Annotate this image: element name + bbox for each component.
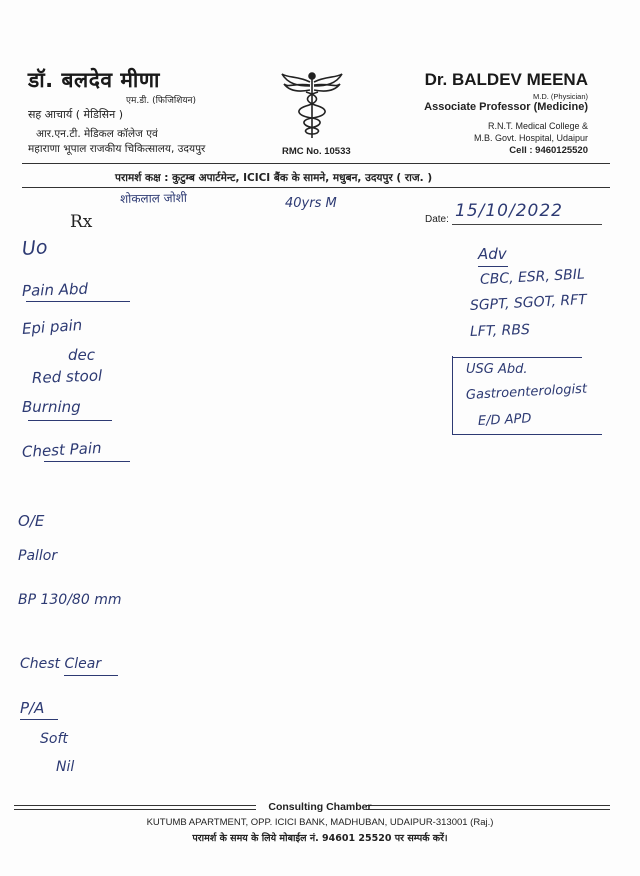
caduceus-icon — [280, 70, 344, 142]
footer-phone-note: परामर्श के समय के लिये मोबाईल नं. 94601 25520 पर सम्पर्क करें। — [192, 833, 448, 844]
investigation-line: LFT, RBS — [469, 321, 531, 340]
complaint-item: Red stool — [31, 366, 103, 387]
complaint-item: Burning — [22, 398, 81, 416]
rmc-number: RMC No. 10533 — [282, 146, 351, 157]
underline — [44, 461, 130, 462]
advice-line: Gastroenterologist — [465, 381, 588, 403]
investigation-heading: Adv — [478, 245, 507, 263]
doctor-role-english: Associate Professor (Medicine) — [424, 101, 588, 113]
doctor-cell-number: Cell : 9460125520 — [509, 145, 588, 156]
complaint-item: Uo — [21, 236, 49, 260]
footer-address: KUTUMB APARTMENT, OPP. ICICI BANK, MADHUBAN, UDAIPUR-313001 (Raj.) — [146, 817, 494, 828]
consulting-room-address: परामर्श कक्ष : कुटुम्ब अपार्टमेन्ट, ICICI बैंक के सामने, मधुबन, उदयपुर ( राज. ) — [115, 172, 433, 184]
complaint-item: Chest Pain — [21, 438, 102, 461]
vital-item: Chest Clear — [20, 656, 102, 672]
date-label: Date: — [425, 214, 449, 225]
complaint-item: Pain Abd — [21, 279, 89, 300]
doctor-role-hindi: सह आचार्य ( मेडिसिन ) — [28, 108, 124, 121]
institution-line1-english: R.N.T. Medical College & — [487, 121, 588, 131]
vital-item: BP 130/80 mm — [18, 592, 122, 608]
patient-age-sex: 40yrs M — [285, 196, 337, 211]
institution-line1-hindi: आर.एन.टी. मेडिकल कॉलेज एवं — [36, 128, 158, 140]
vital-item: Soft — [40, 731, 68, 747]
underline — [478, 266, 508, 267]
date-line — [452, 224, 602, 225]
complaint-item: dec — [68, 346, 95, 364]
advice-bottom-line — [452, 434, 602, 435]
advice-line: E/D APD — [477, 411, 532, 429]
investigation-line: CBC, ESR, SBIL — [479, 266, 586, 288]
patient-name: शोकलाल जोशी — [119, 190, 188, 206]
doctor-degree-english: M.D. (Physician) — [532, 92, 588, 101]
advice-bracket — [452, 356, 453, 434]
prescription-date: 15/10/2022 — [455, 201, 563, 221]
doctor-name-hindi: डॉ. बलदेव मीणा — [28, 68, 160, 92]
header-divider-top — [22, 163, 610, 164]
underline — [26, 301, 130, 302]
underline — [28, 420, 112, 421]
vital-item: Nil — [56, 759, 75, 775]
vital-item: O/E — [18, 512, 45, 530]
vital-item: Pallor — [18, 548, 58, 564]
header-divider-bottom — [22, 187, 610, 188]
doctor-degree-hindi: एम.डी. (फिजिशियन) — [126, 96, 197, 106]
investigation-line: SGPT, SGOT, RFT — [469, 291, 588, 314]
advice-line: USG Abd. — [466, 362, 528, 377]
rx-symbol: Rx — [70, 212, 93, 232]
institution-line2-english: M.B. Govt. Hospital, Udaipur — [473, 133, 588, 143]
doctor-name-english: Dr. BALDEV MEENA — [424, 70, 588, 89]
footer-title: Consulting Chamber — [268, 801, 372, 813]
advice-top-line — [452, 357, 582, 358]
underline — [20, 719, 58, 720]
vital-item: P/A — [20, 699, 45, 717]
complaint-item: Epi pain — [21, 315, 83, 338]
underline — [64, 675, 118, 676]
institution-line2-hindi: महाराणा भूपाल राजकीय चिकित्सालय, उदयपुर — [28, 143, 206, 155]
